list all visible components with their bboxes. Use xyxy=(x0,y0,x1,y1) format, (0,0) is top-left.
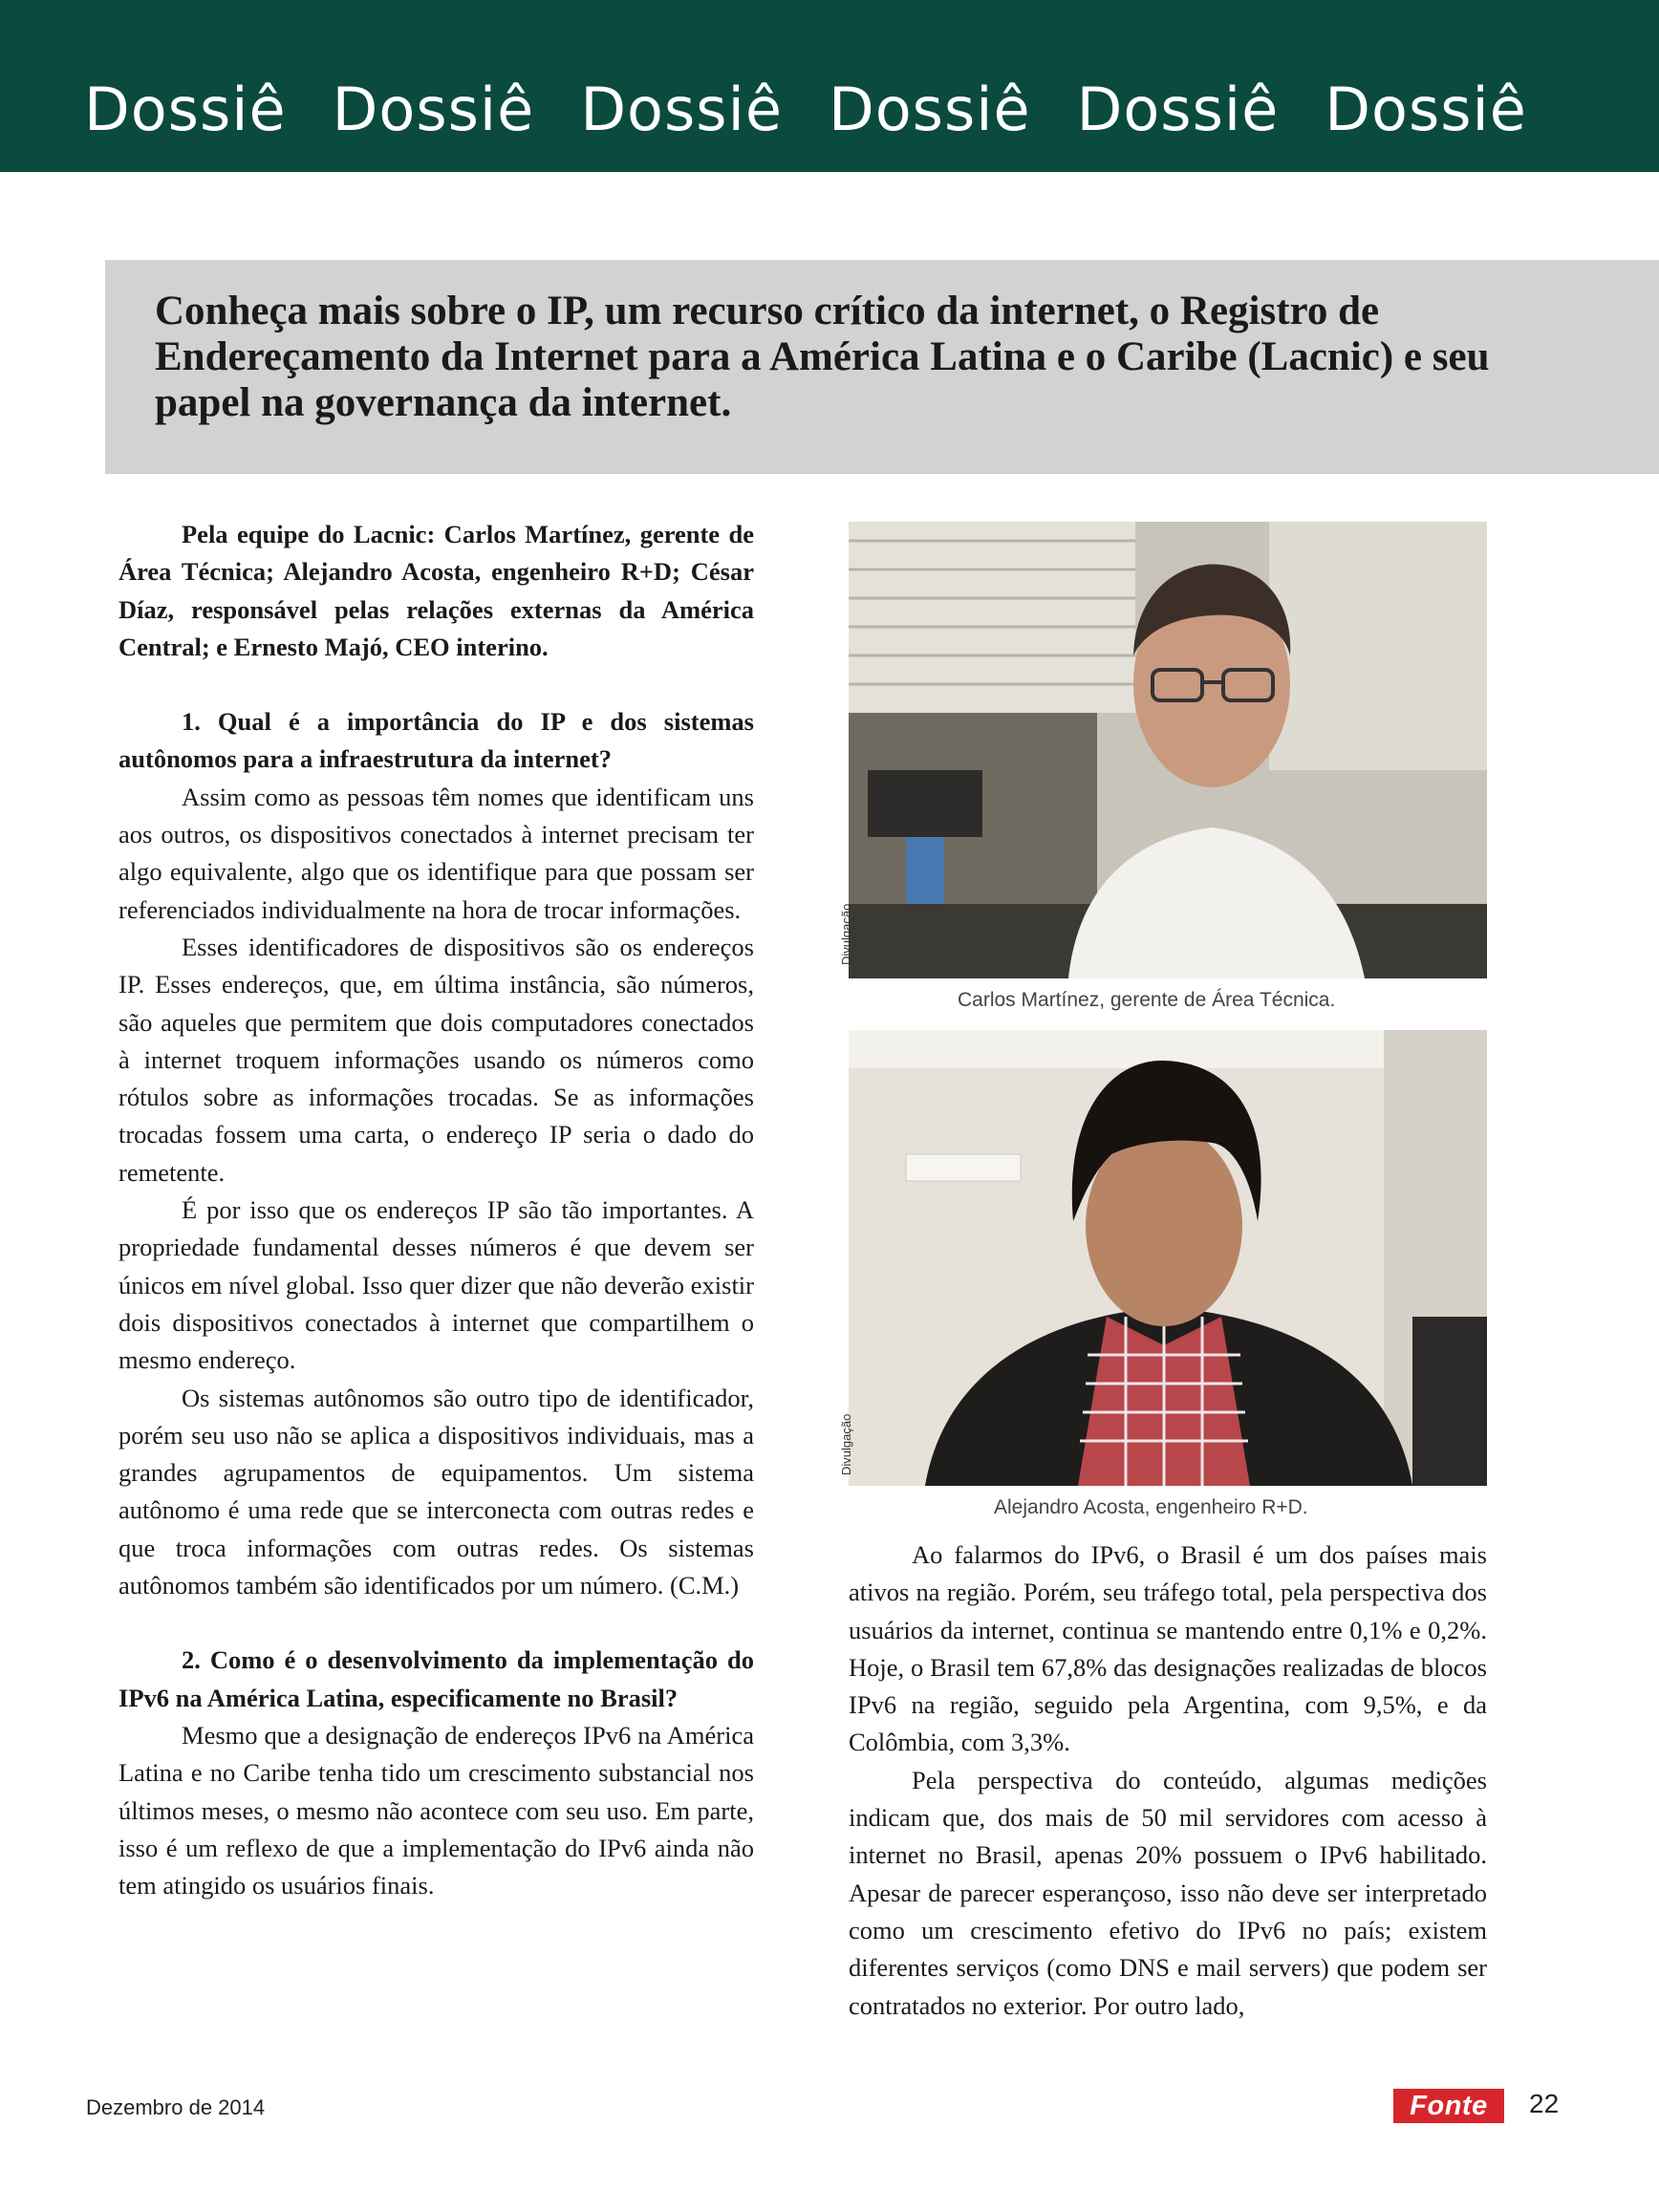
section-word: Dossiê xyxy=(1325,75,1527,144)
publication-name: Fonte xyxy=(1410,2090,1488,2121)
section-word: Dossiê xyxy=(1076,75,1280,144)
paragraph: Ao falarmos do IPv6, o Brasil é um dos países mais ativos na região. Porém, seu tráfego total, pela perspectiva dos usuários da internet, continua se mantendo entre 0,1% e 0,2%. Hoje, o Brasil tem 67,8% das designações realizadas de blocos IPv6 na região, seguido pela Argentina, com 9,5%, e da Colômbia, com 3,3%. xyxy=(849,1540,1487,1757)
paragraph: Esses identificadores de dispositivos são os endereços IP. Esses endereços, que, em última instância, são números, são aqueles que permitem que dois computadores conectados à internet troquem informações usando os números como rótulos sobre as informações trocadas. Se as informações trocadas fossem uma carta, o endereço IP seria o dado do remetente. xyxy=(118,932,754,1187)
question-1: 1. Qual é a importância do IP e dos sistemas autônomos para a infraestrutura da internet? xyxy=(118,707,754,774)
paragraph: Assim como as pessoas têm nomes que identificam uns aos outros, os dispositivos conectados à internet precisam ter algo equivalente, algo que os identifique para que possam ser referenciados individualmente na hora de trocar informações. xyxy=(118,782,754,924)
right-column xyxy=(849,1536,1487,2025)
paragraph: Os sistemas autônomos são outro tipo de identificador, porém seu uso não se aplica a dispositivos individuais, mas a grandes agrupamentos de equipamentos. Um sistema autônomo é uma rede que se interconecta com outras redes e que troca informações com outras redes. Os sistemas autônomos também são identificados por um número. (C.M.) xyxy=(118,1383,754,1600)
section-word: Dossiê xyxy=(580,75,783,144)
section-word: Dossiê xyxy=(332,75,535,144)
question-2: 2. Como é o desenvolvimento da implementação do IPv6 na América Latina, especificamente no Brasil? xyxy=(118,1645,754,1712)
issue-date: Dezembro de 2014 xyxy=(86,2095,266,2119)
page-number: 22 xyxy=(1529,2089,1560,2118)
spacer xyxy=(118,1604,754,1642)
photo-credit: Divulgação xyxy=(839,1413,853,1475)
section-banner xyxy=(0,0,1659,172)
paragraph: Pela perspectiva do conteúdo, algumas medições indicam que, dos mais de 50 mil servidores com acesso à internet no Brasil, apenas 20% possuem o IPv6 habilitado. Apesar de parecer esperançoso, isso não deve ser interpretado como um crescimento efetivo do IPv6 no país; existem diferentes serviços (como DNS e mail servers) que podem ser contratados no exterior. Por outro lado, xyxy=(849,1765,1487,2020)
photo-credit: Divulgação xyxy=(839,903,853,965)
photo-caption: Alejandro Acosta, engenheiro R+D. xyxy=(994,1496,1308,1518)
section-word: Dossiê xyxy=(828,75,1031,144)
lead-text: Conheça mais sobre o IP, um recurso crítico da internet, o Registro de Endereçamento da Internet para a América Latina e o Caribe (Lacnic) e seu papel na governança da internet. xyxy=(155,289,1490,425)
lead-box xyxy=(105,260,1659,474)
photo-alejandro-acosta xyxy=(849,1030,1487,1486)
byline: Pela equipe do Lacnic: Carlos Martínez, gerente de Área Técnica; Alejandro Acosta, engenheiro R+D; César Díaz, responsável pelas relações externas da América Central; e Ernesto Majó, CEO interino. xyxy=(118,520,754,661)
left-column xyxy=(118,516,754,1904)
publication-logo xyxy=(1393,2089,1504,2123)
section-title xyxy=(84,75,1573,144)
photo-caption: Carlos Martínez, gerente de Área Técnica. xyxy=(958,989,1336,1011)
section-word: Dossiê xyxy=(84,75,287,144)
photo-carlos-martinez xyxy=(849,522,1487,978)
portrait-illustration xyxy=(849,522,1487,978)
portrait-illustration xyxy=(849,1030,1487,1486)
paragraph: É por isso que os endereços IP são tão importantes. A propriedade fundamental desses números é que devem ser únicos em nível global. Isso quer dizer que não deverão existir dois dispositivos conectados à internet que compartilhem o mesmo endereço. xyxy=(118,1195,754,1375)
paragraph: Mesmo que a designação de endereços IPv6 na América Latina e no Caribe tenha tido um crescimento substancial nos últimos meses, o mesmo não acontece com seu uso. Em parte, isso é um reflexo de que a implementação do IPv6 ainda não tem atingido os usuários finais. xyxy=(118,1720,754,1901)
